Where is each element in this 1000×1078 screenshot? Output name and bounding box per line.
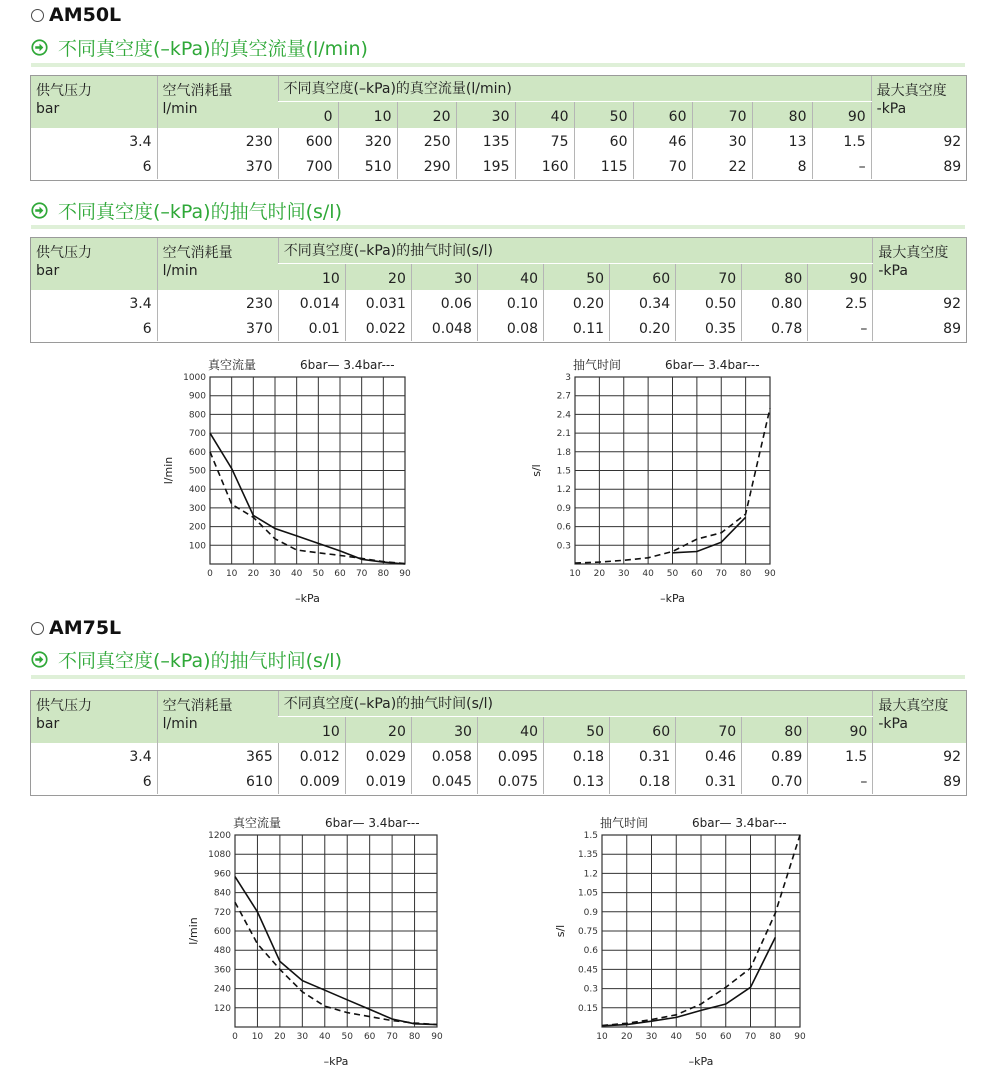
chart-am50l-evac	[520, 352, 800, 607]
x-tick-label: 80	[739, 569, 752, 579]
cell-value: 70	[633, 154, 692, 179]
chart-title: 真空流量	[208, 358, 257, 372]
table-am75l-evac	[31, 691, 966, 794]
cell-value: 250	[397, 128, 456, 154]
cell-value: 0.31	[610, 743, 676, 769]
y-tick-label: 1.5	[556, 466, 571, 477]
y-tick-label: 0.75	[577, 927, 598, 937]
column-header: 60	[610, 716, 676, 743]
chart-title: 抽气时间	[600, 816, 649, 830]
y-tick-label: 0.3	[556, 541, 571, 552]
cell-value: 0.075	[477, 769, 543, 794]
column-header: 10	[278, 716, 345, 743]
cell-value: 2.5	[808, 290, 873, 316]
cell-value: 0.022	[345, 316, 411, 341]
chart-am50l-flow	[150, 352, 450, 607]
x-tick-label: 30	[645, 1032, 658, 1042]
y-axis-label: s/l	[530, 464, 543, 477]
section-title-am50l-flow	[31, 34, 368, 61]
cell-value: 60	[574, 128, 633, 154]
table-row	[31, 154, 966, 179]
cell-consumption: 370	[157, 316, 278, 341]
chart-am75l-flow	[175, 807, 475, 1075]
cell-pressure: 6	[31, 316, 157, 341]
header-flow-group: 不同真空度(–kPa)的真空流量(l/min)	[278, 76, 871, 101]
cell-value: 0.50	[676, 290, 742, 316]
x-tick-label: 30	[296, 1032, 309, 1042]
column-header: 50	[544, 263, 610, 290]
y-axis-label: s/l	[554, 924, 567, 938]
x-tick-label: 10	[251, 1032, 264, 1042]
x-tick-label: 50	[312, 569, 325, 579]
y-tick-label: 840	[213, 888, 231, 899]
cell-value: 700	[278, 154, 338, 179]
y-tick-label: 1200	[208, 831, 231, 841]
column-header: 10	[338, 101, 397, 128]
cell-value: 115	[574, 154, 633, 179]
column-header: 90	[808, 263, 873, 290]
column-header: 20	[397, 101, 456, 128]
cell-value: 320	[338, 128, 397, 154]
table-am50l-flow	[31, 76, 966, 179]
y-tick-label: 1.5	[583, 831, 598, 841]
section-title-text: 不同真空度(–kPa)的真空流量(l/min)	[58, 38, 368, 60]
cell-consumption: 370	[157, 154, 278, 179]
header-pressure: 供气压力 bar	[31, 238, 157, 290]
x-tick-label: 80	[377, 569, 390, 579]
y-tick-label: 2.4	[556, 410, 571, 421]
y-tick-label: 800	[188, 410, 206, 421]
chart-title: 真空流量	[233, 816, 282, 830]
model-name: AM75L	[49, 617, 122, 639]
cell-value: 0.06	[411, 290, 477, 316]
column-header: 90	[812, 101, 871, 128]
y-tick-label: 600	[188, 447, 206, 458]
cell-value: 30	[692, 128, 752, 154]
x-tick-label: 70	[386, 1032, 398, 1042]
chart-legend: 6bar— 3.4bar---	[665, 358, 760, 372]
cell-value: 510	[338, 154, 397, 179]
y-tick-label: 200	[188, 522, 206, 533]
x-tick-label: 80	[408, 1032, 421, 1042]
y-tick-label: 480	[213, 946, 231, 957]
cell-value: 13	[752, 128, 812, 154]
y-tick-label: 1.05	[577, 888, 598, 899]
chart-legend: 6bar— 3.4bar---	[325, 816, 420, 830]
cell-pressure: 3.4	[31, 290, 157, 316]
cell-consumption: 230	[157, 290, 278, 316]
chart-title: 抽气时间	[573, 358, 622, 372]
x-tick-label: 50	[695, 1032, 707, 1042]
table-am50l-evac	[31, 238, 966, 341]
cell-value: 600	[278, 128, 338, 154]
cell-value: 0.012	[278, 743, 345, 769]
y-tick-label: 900	[188, 391, 206, 402]
table-row	[31, 290, 966, 316]
column-header: 30	[411, 716, 477, 743]
x-tick-label: 40	[670, 1032, 682, 1042]
cell-value: 0.18	[610, 769, 676, 794]
table-row	[31, 316, 966, 341]
x-axis-label: –kPa	[323, 1055, 349, 1068]
cell-value: 195	[456, 154, 515, 179]
header-evac-group: 不同真空度(–kPa)的抽气时间(s/l)	[278, 238, 873, 263]
y-tick-label: 360	[213, 965, 231, 976]
cell-value: 0.46	[676, 743, 742, 769]
y-tick-label: 1.35	[577, 850, 598, 861]
section-rule	[31, 675, 965, 679]
x-tick-label: 20	[247, 569, 260, 579]
cell-value: 0.80	[742, 290, 808, 316]
cell-value: 22	[692, 154, 752, 179]
cell-value: –	[812, 154, 871, 179]
arrow-right-circle-icon	[31, 202, 48, 219]
cell-max: 92	[873, 290, 966, 316]
circle-icon	[31, 622, 44, 635]
column-header: 80	[752, 101, 812, 128]
series-line-6bar	[673, 517, 746, 553]
x-tick-label: 10	[225, 569, 238, 579]
x-tick-label: 20	[274, 1032, 286, 1042]
column-header: 30	[411, 263, 477, 290]
cell-value: 0.029	[345, 743, 411, 769]
cell-pressure: 3.4	[31, 743, 157, 769]
x-tick-label: 60	[334, 569, 346, 579]
column-header: 50	[544, 716, 610, 743]
column-header: 40	[477, 263, 543, 290]
x-tick-label: 80	[769, 1032, 781, 1042]
cell-max: 89	[871, 154, 966, 179]
cell-value: 135	[456, 128, 515, 154]
cell-value: 75	[515, 128, 574, 154]
cell-value: 0.045	[411, 769, 477, 794]
y-tick-label: 2.7	[556, 391, 571, 402]
table-row	[31, 743, 966, 769]
x-tick-label: 0	[207, 569, 213, 579]
column-header: 60	[633, 101, 692, 128]
section-rule	[31, 63, 965, 67]
column-header: 20	[345, 263, 411, 290]
x-tick-label: 90	[399, 569, 411, 579]
header-consumption: 空气消耗量 l/min	[157, 238, 278, 290]
cell-max: 92	[873, 743, 966, 769]
cell-value: 0.095	[477, 743, 543, 769]
cell-value: –	[808, 769, 873, 794]
x-tick-label: 70	[715, 569, 727, 579]
y-tick-label: 500	[188, 466, 206, 477]
cell-value: 8	[752, 154, 812, 179]
header-max-vacuum: 最大真空度 -kPa	[873, 691, 966, 743]
cell-consumption: 610	[157, 769, 278, 794]
y-tick-label: 120	[213, 1003, 231, 1014]
x-tick-label: 60	[720, 1032, 732, 1042]
cell-value: 0.70	[742, 769, 808, 794]
cell-value: 0.10	[477, 290, 543, 316]
y-tick-label: 720	[213, 907, 231, 918]
column-header: 70	[676, 263, 742, 290]
cell-value: 46	[633, 128, 692, 154]
cell-value: 0.20	[544, 290, 610, 316]
table-row	[31, 769, 966, 794]
header-pressure: 供气压力 bar	[31, 691, 157, 743]
y-tick-label: 0.45	[577, 965, 598, 976]
column-header: 60	[610, 263, 676, 290]
x-tick-label: 20	[593, 569, 606, 579]
arrow-right-circle-icon	[31, 39, 48, 56]
circle-icon	[31, 9, 44, 22]
section-title-text: 不同真空度(–kPa)的抽气时间(s/l)	[58, 201, 342, 223]
model-heading-am50l	[31, 4, 121, 26]
header-evac-group: 不同真空度(–kPa)的抽气时间(s/l)	[278, 691, 873, 716]
header-max-vacuum: 最大真空度 -kPa	[873, 238, 966, 290]
cell-value: 0.031	[345, 290, 411, 316]
cell-value: 0.014	[278, 290, 345, 316]
column-header: 80	[742, 716, 808, 743]
x-axis-label: –kPa	[688, 1055, 714, 1068]
header-pressure: 供气压力 bar	[31, 76, 157, 128]
x-tick-label: 20	[621, 1032, 633, 1042]
model-heading-am75l	[31, 617, 121, 639]
cell-value: 290	[397, 154, 456, 179]
y-tick-label: 400	[188, 485, 206, 496]
model-name: AM50L	[49, 4, 122, 26]
y-tick-label: 1.2	[556, 485, 571, 496]
cell-value: 0.058	[411, 743, 477, 769]
cell-value: 0.08	[477, 316, 543, 341]
column-header: 40	[515, 101, 574, 128]
y-tick-label: 960	[213, 869, 231, 880]
cell-value: 0.13	[544, 769, 610, 794]
cell-value: 0.18	[544, 743, 610, 769]
y-tick-label: 600	[213, 927, 231, 937]
cell-value: 0.11	[544, 316, 610, 341]
y-tick-label: 1080	[208, 850, 231, 861]
cell-value: 0.89	[742, 743, 808, 769]
y-tick-label: 0.6	[583, 946, 598, 957]
y-tick-label: 3	[565, 373, 571, 383]
x-tick-label: 30	[618, 569, 630, 579]
section-title-text: 不同真空度(–kPa)的抽气时间(s/l)	[58, 650, 342, 672]
x-tick-label: 10	[569, 569, 581, 579]
cell-value: 0.01	[278, 316, 345, 341]
cell-value: 0.019	[345, 769, 411, 794]
column-header: 10	[278, 263, 345, 290]
section-rule	[31, 225, 965, 229]
x-tick-label: 70	[744, 1032, 757, 1042]
y-tick-label: 1000	[183, 373, 206, 383]
column-header: 20	[345, 716, 411, 743]
chart-legend: 6bar— 3.4bar---	[692, 816, 787, 830]
cell-value: 0.78	[742, 316, 808, 341]
cell-value: 160	[515, 154, 574, 179]
column-header: 40	[477, 716, 543, 743]
x-tick-label: 10	[596, 1032, 608, 1042]
x-tick-label: 70	[355, 569, 368, 579]
cell-pressure: 6	[31, 769, 157, 794]
cell-consumption: 365	[157, 743, 278, 769]
y-tick-label: 0.3	[583, 984, 598, 995]
y-tick-label: 2.1	[556, 429, 571, 440]
section-title-am75l-evac	[31, 646, 342, 673]
y-tick-label: 0.6	[556, 522, 571, 533]
cell-pressure: 3.4	[31, 128, 157, 154]
cell-value: 0.35	[676, 316, 742, 341]
x-axis-label: –kPa	[660, 592, 685, 605]
x-tick-label: 0	[232, 1032, 238, 1042]
y-axis-label: l/min	[187, 917, 200, 945]
y-tick-label: 300	[188, 503, 206, 514]
header-max-vacuum: 最大真空度 -kPa	[871, 76, 966, 128]
y-tick-label: 700	[188, 429, 206, 440]
x-tick-label: 90	[431, 1032, 443, 1042]
header-consumption: 空气消耗量 l/min	[157, 76, 278, 128]
column-header: 0	[278, 101, 338, 128]
column-header: 70	[676, 716, 742, 743]
x-tick-label: 90	[794, 1032, 806, 1042]
cell-max: 89	[873, 769, 966, 794]
y-axis-label: l/min	[162, 456, 175, 485]
column-header: 70	[692, 101, 752, 128]
cell-max: 89	[873, 316, 966, 341]
series-line-6bar	[210, 433, 405, 564]
x-tick-label: 50	[666, 569, 679, 579]
header-consumption: 空气消耗量 l/min	[157, 691, 278, 743]
cell-value: 0.009	[278, 769, 345, 794]
y-tick-label: 0.9	[556, 503, 571, 514]
x-tick-label: 50	[341, 1032, 353, 1042]
cell-value: 0.31	[676, 769, 742, 794]
chart-legend: 6bar— 3.4bar---	[300, 358, 395, 372]
x-tick-label: 60	[363, 1032, 376, 1042]
cell-pressure: 6	[31, 154, 157, 179]
x-tick-label: 40	[642, 569, 654, 579]
y-tick-label: 0.9	[583, 907, 598, 918]
arrow-right-circle-icon	[31, 651, 48, 668]
series-line-3-4bar	[235, 902, 437, 1024]
column-header: 90	[808, 716, 873, 743]
cell-value: 0.048	[411, 316, 477, 341]
cell-value: –	[808, 316, 873, 341]
column-header: 50	[574, 101, 633, 128]
x-tick-label: 90	[764, 569, 776, 579]
column-header: 80	[742, 263, 808, 290]
cell-consumption: 230	[157, 128, 278, 154]
table-row	[31, 128, 966, 154]
cell-value: 1.5	[812, 128, 871, 154]
x-axis-label: –kPa	[295, 592, 320, 605]
chart-am75l-evac	[550, 807, 840, 1075]
column-header: 30	[456, 101, 515, 128]
y-tick-label: 1.8	[556, 447, 571, 458]
x-tick-label: 30	[269, 569, 281, 579]
x-tick-label: 40	[290, 569, 303, 579]
cell-value: 1.5	[808, 743, 873, 769]
y-tick-label: 240	[213, 984, 231, 995]
cell-value: 0.20	[610, 316, 676, 341]
x-tick-label: 60	[691, 569, 703, 579]
y-tick-label: 1.2	[583, 869, 598, 880]
cell-value: 0.34	[610, 290, 676, 316]
x-tick-label: 40	[319, 1032, 331, 1042]
y-tick-label: 0.15	[577, 1003, 598, 1014]
section-title-am50l-evac	[31, 197, 342, 224]
cell-max: 92	[871, 128, 966, 154]
y-tick-label: 100	[188, 541, 206, 552]
